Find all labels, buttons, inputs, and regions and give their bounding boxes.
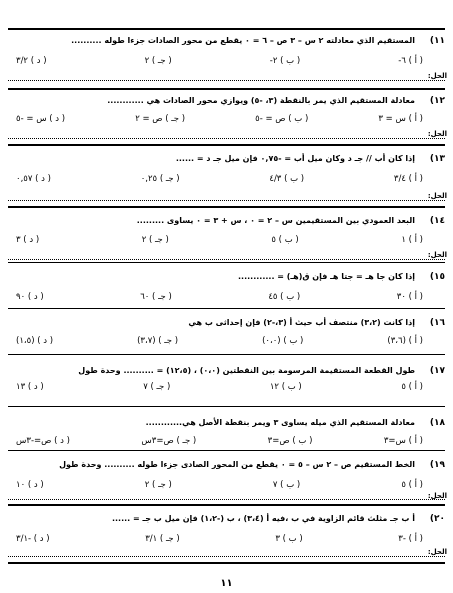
question-stem: أ ب جـ مثلث قائم الزاوية في ب ،فيه أ (٣،٤) ، ب (-١،٢) فإن ميل ب جـ = ......: [111, 514, 415, 523]
option-d[interactable]: ( د ) ١٣: [16, 382, 44, 392]
option-c[interactable]: ( جـ ) ٣/١: [145, 534, 180, 544]
options-row: [16, 56, 423, 66]
options-row: [16, 292, 423, 302]
question-number: ١٢): [429, 96, 445, 106]
option-c[interactable]: ( جـ ) ص=٣س: [141, 436, 197, 446]
option-b[interactable]: ( ب ) ٣: [275, 534, 303, 544]
option-c[interactable]: ( جـ ) ص = ٢: [135, 114, 186, 124]
solution-line: [8, 259, 445, 260]
question-number: ١٤): [429, 216, 445, 226]
question-stem: المستقيم الذي معادلته ٢ س – ٣ ص – ٦ = ٠ يقطع من محور الصادات جزءا طوله ..........: [71, 36, 415, 45]
option-a[interactable]: ( أ ) س = ٣: [378, 114, 423, 124]
option-a[interactable]: ( أ ) س=٣: [383, 436, 423, 446]
option-a[interactable]: ( أ ) -٣: [398, 534, 423, 544]
option-b[interactable]: ( ب ) ص=٣: [267, 436, 313, 446]
options-row: [16, 382, 423, 392]
option-b[interactable]: ( ب ) ص = -٥: [255, 114, 309, 124]
solution-line: [8, 138, 445, 139]
question-number: ١٦): [429, 318, 445, 328]
option-d[interactable]: ( د ) ١٠: [16, 480, 44, 490]
options-row: [16, 336, 423, 346]
option-a[interactable]: ( أ ) ٥: [401, 480, 423, 490]
option-b[interactable]: ( ب ) ٢-: [269, 56, 301, 66]
option-d[interactable]: ( د ) ص=-٣س: [16, 436, 70, 446]
option-d[interactable]: ( د ) (١،٥): [16, 336, 54, 346]
option-d[interactable]: ( د ) ٣: [16, 235, 40, 245]
option-c[interactable]: ( جـ ) ٦٠: [140, 292, 172, 302]
question-number: ١٩): [429, 460, 445, 470]
question-number: ١١): [429, 36, 445, 46]
option-b[interactable]: ( ب ) ٤٥: [268, 292, 301, 302]
option-d[interactable]: ( د ) ٣/٢: [16, 56, 47, 66]
option-b[interactable]: ( ب ) (٠،٠): [262, 336, 304, 346]
option-a[interactable]: ( أ ) ٦-: [398, 56, 423, 66]
option-c[interactable]: ( جـ ) ٢: [144, 56, 172, 66]
options-row: [16, 534, 423, 544]
option-d[interactable]: ( د ) ٠,٥٧: [16, 174, 51, 184]
solution-line: [8, 80, 445, 81]
option-a[interactable]: ( أ ) ١: [401, 235, 423, 245]
question-stem: معادلة المستقيم الذي يمر بالنقطة (٣، -٥) ويوازي محور الصادات هي ............: [107, 96, 415, 105]
solution-label: الحل:: [427, 492, 447, 500]
options-row: [16, 174, 423, 184]
question-stem: طول القطعة المستقيمة المرسومة بين النقطتين (٠،٠) ، (١٢،٥) = .......... وحدة طول: [78, 366, 415, 375]
solution-label: الحل:: [427, 251, 447, 259]
option-b[interactable]: ( ب ) ٤/٣: [269, 174, 305, 184]
option-b[interactable]: ( ب ) ٧: [272, 480, 301, 490]
solution-line: [8, 499, 445, 500]
options-row: [16, 436, 423, 446]
options-row: [16, 114, 423, 124]
solution-label: الحل:: [427, 72, 447, 80]
question-stem: إذا كانت (٣،٢) منتصف أب حيث أ (٣،-٢) فإن إحداثى ب هي: [188, 318, 415, 327]
options-row: [16, 235, 423, 245]
question-number: ٢٠): [429, 514, 445, 524]
option-d[interactable]: ( د ) ٩٠: [16, 292, 44, 302]
option-c[interactable]: ( جـ ) ٢: [144, 480, 172, 490]
option-d[interactable]: ( د ) -٣/١: [16, 534, 50, 544]
question-number: ١٥): [429, 272, 445, 282]
solution-label: الحل:: [427, 548, 447, 556]
option-b[interactable]: ( ب ) ٥: [271, 235, 299, 245]
option-c[interactable]: ( جـ ) ٠,٢٥: [140, 174, 180, 184]
page-number: ١١: [220, 578, 233, 589]
option-a[interactable]: ( أ ) (٣،٦): [387, 336, 423, 346]
solution-label: الحل:: [427, 192, 447, 200]
option-c[interactable]: ( جـ ) ٢: [141, 235, 169, 245]
question-stem: البعد العمودي بين المستقيمين س – ٢ = ٠ ، س + ٣ = ٠ يساوى .........: [136, 216, 415, 225]
option-b[interactable]: ( ب ) ١٢: [269, 382, 302, 392]
option-a[interactable]: ( أ ) ٥: [401, 382, 423, 392]
option-c[interactable]: ( جـ ) ٧: [143, 382, 171, 392]
question-stem: الخط المستقيم ص – ٢ س – ٥ = ٠ يقطع من المحور الصادى جزءا طوله .......... وحدة طول: [59, 460, 415, 469]
solution-line: [8, 556, 445, 557]
option-a[interactable]: ( أ ) ٣٠: [396, 292, 423, 302]
solution-label: الحل:: [427, 130, 447, 138]
question-number: ١٧): [429, 366, 445, 376]
options-row: [16, 480, 423, 490]
question-number: ١٨): [429, 418, 445, 428]
option-d[interactable]: ( د ) س = -٥: [16, 114, 66, 124]
question-number: ١٣): [429, 154, 445, 164]
option-c[interactable]: ( جـ ) (٣،٧): [137, 336, 179, 346]
question-stem: إذا كان جا هـ = جتا هـ فإن ق(هـ) = ............: [238, 272, 415, 281]
question-stem: معادلة المستقيم الذي ميله يساوى ٣ ويمر بنقطة الأصل هي............: [145, 418, 415, 427]
solution-line: [8, 200, 445, 201]
question-stem: إذا كان أب // جـ د وكان ميل أب = -٠,٧٥ فإن ميل جـ د = ......: [175, 154, 415, 163]
option-a[interactable]: ( أ ) ٣/٤: [393, 174, 423, 184]
